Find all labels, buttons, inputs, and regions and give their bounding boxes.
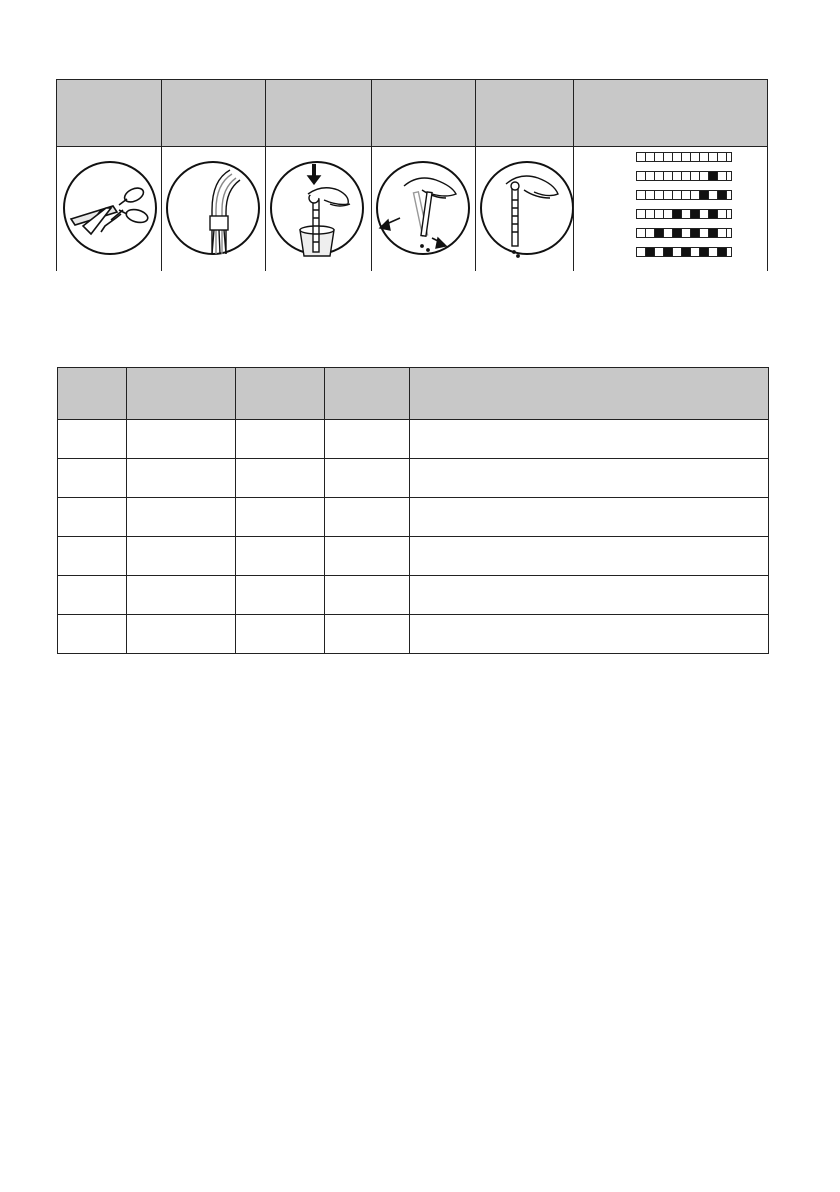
table-cell bbox=[58, 459, 126, 497]
color-scale-strip bbox=[636, 209, 731, 219]
color-scale-strip bbox=[636, 228, 731, 238]
step-2-title bbox=[161, 80, 265, 146]
step-3-title bbox=[265, 80, 371, 146]
table-cell bbox=[126, 459, 235, 497]
header-col-3 bbox=[235, 368, 324, 419]
table-cell bbox=[409, 498, 768, 536]
table-cell bbox=[324, 537, 409, 575]
running-tap-water-icon bbox=[164, 150, 262, 266]
table-row bbox=[58, 537, 768, 576]
table-cell bbox=[126, 420, 235, 458]
header-col-2 bbox=[126, 368, 235, 419]
table-cell bbox=[324, 498, 409, 536]
table-row bbox=[58, 459, 768, 498]
table-cell bbox=[235, 459, 324, 497]
table-cell bbox=[324, 420, 409, 458]
step-1-title bbox=[57, 80, 161, 146]
table-cell bbox=[58, 537, 126, 575]
test-steps-table bbox=[56, 79, 768, 271]
results-header-row bbox=[58, 368, 768, 420]
shake-strip-icon bbox=[374, 150, 472, 266]
table-cell bbox=[126, 537, 235, 575]
header-col-4 bbox=[324, 368, 409, 419]
header-col-1 bbox=[58, 368, 126, 419]
read-strip-icon bbox=[478, 150, 576, 266]
results-table bbox=[57, 367, 769, 654]
step-4-title bbox=[371, 80, 475, 146]
color-scale-strips-icon bbox=[575, 152, 767, 264]
table-row bbox=[58, 420, 768, 459]
table-row bbox=[58, 615, 768, 654]
table-row bbox=[58, 576, 768, 615]
table-cell bbox=[58, 615, 126, 654]
table-cell bbox=[58, 420, 126, 458]
step-5-title bbox=[475, 80, 573, 146]
table-cell bbox=[126, 615, 235, 654]
table-cell bbox=[58, 498, 126, 536]
step-6-title bbox=[573, 80, 767, 146]
table-cell bbox=[409, 420, 768, 458]
table-cell bbox=[409, 615, 768, 654]
dip-strip-in-glass-icon bbox=[268, 150, 366, 266]
color-scale-strip bbox=[636, 190, 731, 200]
table-cell bbox=[409, 459, 768, 497]
color-scale-strip bbox=[636, 247, 731, 257]
steps-picture-row bbox=[57, 146, 767, 271]
table-cell bbox=[235, 498, 324, 536]
table-cell bbox=[235, 615, 324, 654]
table-cell bbox=[235, 420, 324, 458]
table-cell bbox=[324, 576, 409, 614]
table-cell bbox=[235, 537, 324, 575]
color-scale-strip bbox=[636, 171, 731, 181]
table-cell bbox=[324, 615, 409, 654]
steps-header-row bbox=[57, 80, 767, 146]
table-cell bbox=[409, 537, 768, 575]
table-cell bbox=[324, 459, 409, 497]
table-cell bbox=[58, 576, 126, 614]
header-col-5 bbox=[409, 368, 768, 419]
table-cell bbox=[126, 498, 235, 536]
color-scale-strip bbox=[636, 152, 731, 162]
table-cell bbox=[409, 576, 768, 614]
table-cell bbox=[235, 576, 324, 614]
table-cell bbox=[126, 576, 235, 614]
scissors-cutting-strip-icon bbox=[61, 150, 159, 266]
table-row bbox=[58, 498, 768, 537]
